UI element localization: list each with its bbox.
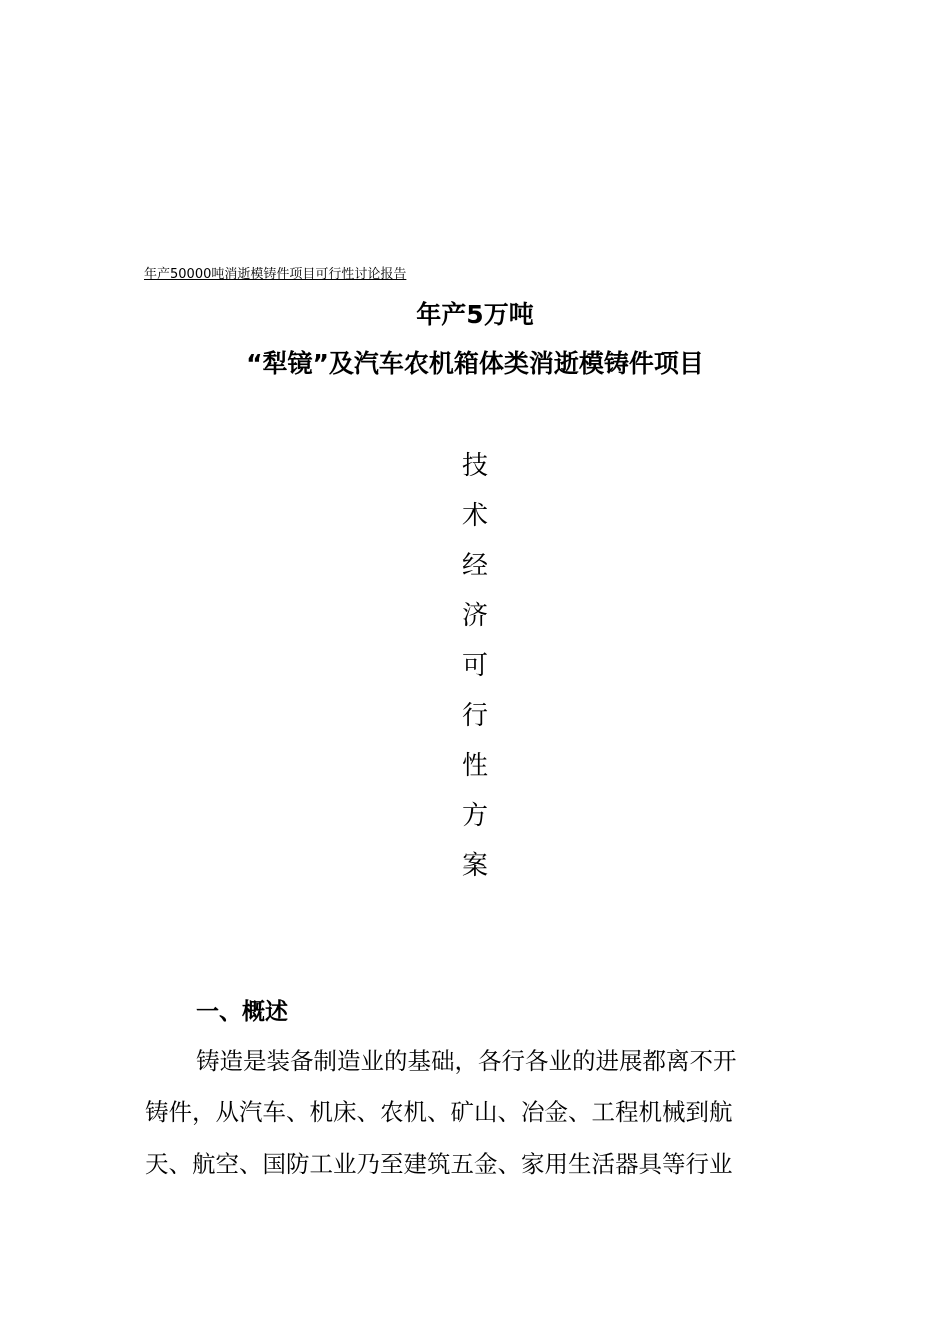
vertical-subtitle-char: 方 [461,801,488,831]
title-line-2: “犁镜”及汽车农机箱体类消逝模铸件项目 [246,349,704,378]
title-line-1: 年产5万吨 [416,300,534,329]
body-paragraph-line: 铸造是装备制造业的基础，各行各业的进展都离不开 [196,1047,737,1075]
vertical-subtitle-char: 性 [461,751,488,781]
body-paragraph-line: 铸件，从汽车、机床、农机、矿山、冶金、工程机械到航 [145,1098,733,1126]
body-paragraph-line: 天、航空、国防工业乃至建筑五金、家用生活器具等行业 [145,1150,733,1178]
vertical-subtitle-char: 术 [461,501,488,531]
vertical-subtitle-char: 可 [461,651,488,681]
running-header: 年产50000吨消逝模铸件项目可行性讨论报告 [144,267,407,282]
vertical-subtitle-char: 行 [461,701,488,731]
vertical-subtitle-char: 经 [461,551,488,581]
vertical-subtitle-char: 技 [461,451,488,481]
vertical-subtitle [455,446,495,896]
vertical-subtitle-char: 案 [461,851,488,881]
vertical-subtitle-char: 济 [461,601,488,631]
section-heading: 一、概述 [196,999,288,1025]
